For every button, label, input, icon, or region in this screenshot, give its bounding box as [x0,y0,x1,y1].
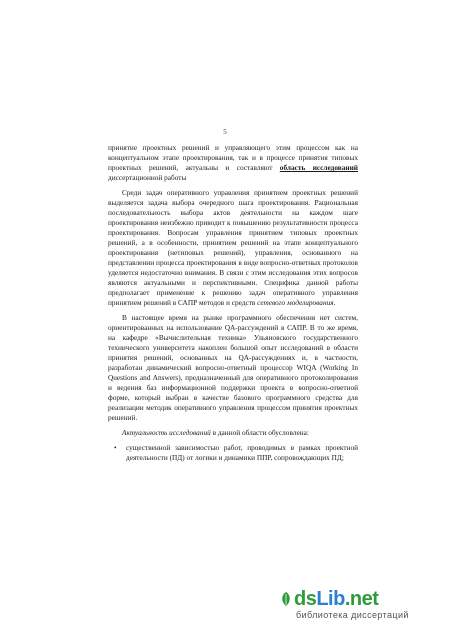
watermark-ds: ds [294,588,317,610]
watermark-logo-text [294,588,378,611]
bullet-text: существенной зависимостью работ, проводимых в рамках проектной деятельности (ПД) от логики и динамики ППР, сопровождающих ПД; [126,443,358,462]
p3-text: В настоящее время на рынке программного обеспечения нет систем, ориентированных на использование QA-рассуждений в САПР. В то же время, на кафедре «Вычислительная техника» Ульяновского государственного технического университета накоплен большой опыт исследований в области принятия решений, основанных на QA-рассуждениях и, в частности, разработан динамический вопросно-ответный процессор WIQA (Working In Questions and Answers), предназначенный для оперативного протоколирования и ведения баз информационной поддержки проекта в вопросно-ответной форме, который выбран в качестве базового программного средства для реализации методик оперативного управления процессом принятия проектных решений. [108,313,358,422]
paragraph-1 [108,143,358,183]
p1-text-b: диссертационной работы [108,173,187,182]
paragraph-2 [108,188,358,308]
watermark-net: .net [344,588,379,610]
bullet-mark: • [114,443,117,452]
p1-text-a: принятие проектных решений и управляющего этим процессом как на концептуальном этапе проектирования, так и в процессе принятия типовых проектных решений, актуальны и составляют [108,143,358,172]
watermark-lib: Lib [316,588,345,610]
bullet-item [114,443,358,463]
paragraph-4 [108,428,358,438]
paragraph-3 [108,313,358,423]
dslib-watermark[interactable] [294,588,434,622]
p2-text-a: Среди задач оперативного управления принятием проектных решений выделяется задача выбора очередного шага проектирования. Рациональная последовательность выбора актов деятельности на каждом шаге проектирования неизбежно приводит к повышению результативности процесса проектирования. Вопросам управления принятием типовых проектных решений, а в особенности, принятием решений на этапе концептуального проектирования (нетиповых решений), управления, основанного на представлении процесса проектирования в виде вопросно-ответных протоколов уделяется недостаточно внимания. В связи с этим исследования этих вопросов являются актуальными и перспективными. Специфика данной работы предполагает применение к решению задач оперативного управления принятием решений в САПР методов и средств [108,188,358,307]
leaf-icon [280,592,292,606]
watermark-subtitle: библиотека диссертаций [296,610,409,620]
page-number: 5 [223,128,227,136]
body-text [108,143,358,463]
network-modeling-phrase: сетевого моделирования [257,298,334,307]
p2-text-b: . [333,298,336,307]
p4-text: в данной области обусловлена: [210,428,309,437]
research-area-phrase: область исследований [279,163,358,172]
relevance-phrase: Актуальность исследований [122,428,211,437]
